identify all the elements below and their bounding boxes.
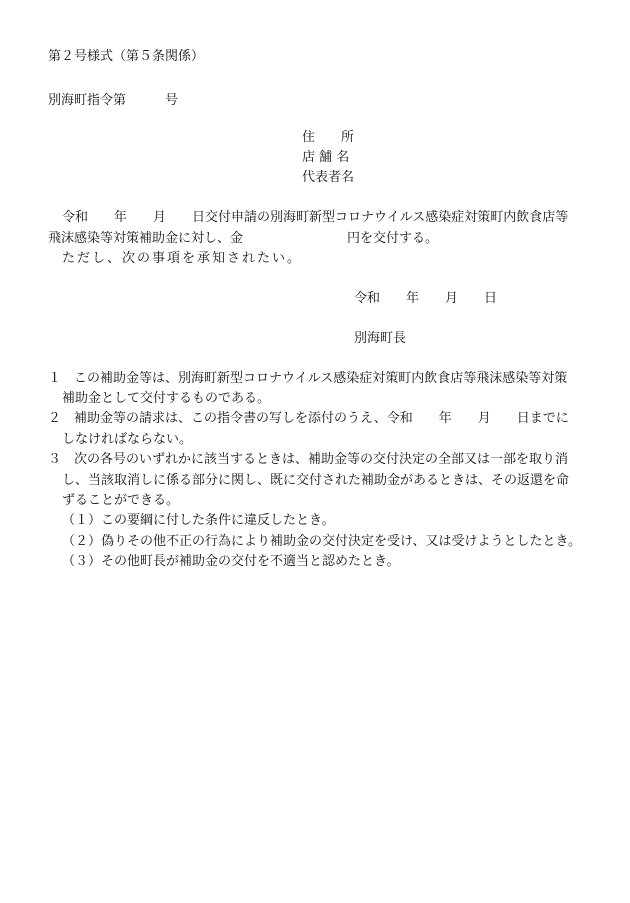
body-line-3: ただし、次の事項を承知されたい。 (62, 251, 303, 266)
address-label: 住 所 (302, 130, 355, 145)
representative-label: 代表者名 (302, 170, 355, 185)
condition-2-line-2: しなければならない。 (62, 432, 193, 447)
issue-date: 令和 年 月 日 (354, 291, 498, 306)
issuer-name: 別海町長 (354, 331, 407, 346)
condition-1-line-2: 補助金として交付するものである。 (62, 391, 271, 406)
condition-2-line-1: ２ 補助金等の請求は、この指令書の写しを添付のうえ、令和 年 月 日までに (48, 411, 569, 426)
shop-name-label: 店 舗 名 (302, 150, 350, 165)
condition-3-line-3: ずることができる。 (62, 493, 180, 508)
sub-item-3: （３）その他町長が補助金の交付を不適当と認めたとき。 (62, 554, 400, 569)
condition-3-line-1: ３ 次の各号のいずれかに該当するときは、補助金等の交付決定の全部又は一部を取り消 (48, 452, 569, 467)
form-number: 第２号様式（第５条関係） (48, 49, 205, 64)
directive-number: 別海町指令第 号 (48, 93, 179, 108)
body-line-2: 飛沫感染等対策補助金に対し、金 円を交付する。 (48, 231, 439, 246)
sub-item-1: （１）この要綱に付した条件に違反したとき。 (62, 513, 335, 528)
condition-3-line-2: し、当該取消しに係る部分に関し、既に交付された補助金があるときは、その返還を命 (62, 473, 570, 488)
sub-item-2: （２）偽りその他不正の行為により補助金の交付決定を受け、又は受けようとしたとき。 (62, 534, 581, 549)
condition-1-line-1: １ この補助金等は、別海町新型コロナウイルス感染症対策町内飲食店等飛沫感染等対策 (48, 371, 568, 386)
body-line-1: 令和 年 月 日交付申請の別海町新型コロナウイルス感染症対策町内飲食店等 (62, 210, 569, 225)
